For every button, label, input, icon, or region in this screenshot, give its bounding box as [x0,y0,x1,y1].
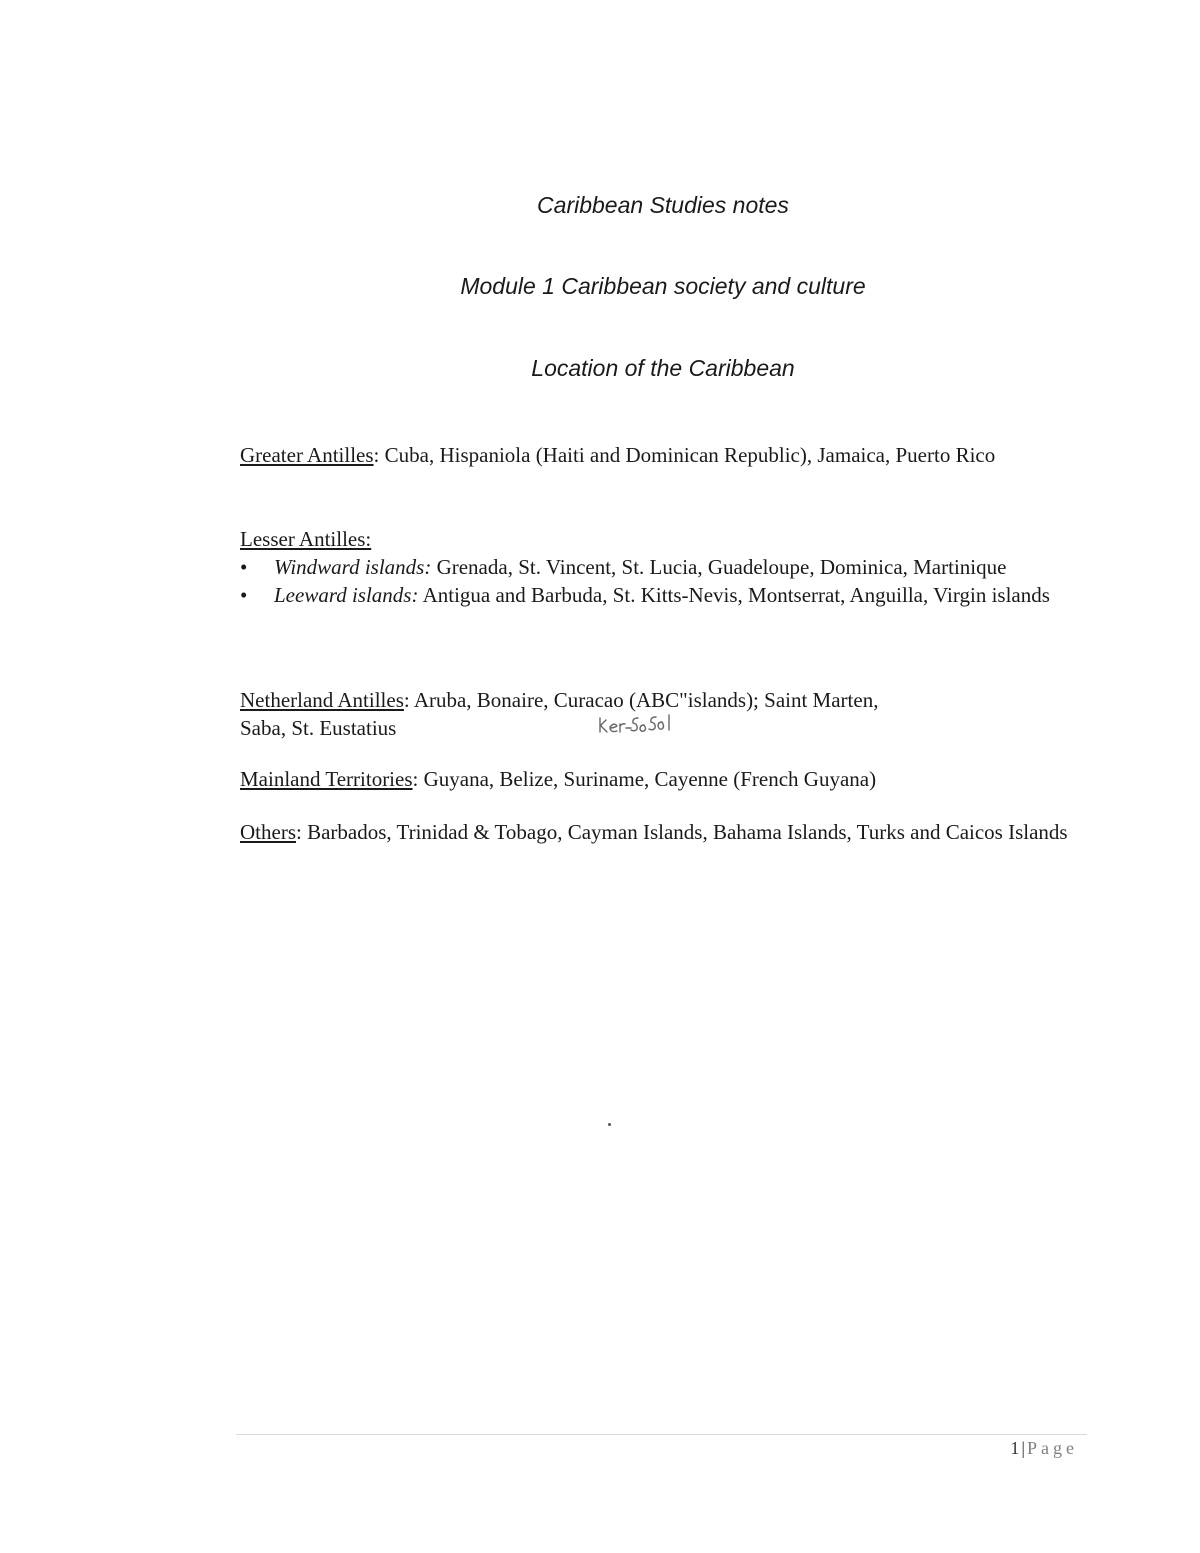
lesser-antilles-section [240,525,1090,609]
bullet-icon: • [240,555,248,579]
page-footer [1010,1438,1078,1459]
mainland-territories-text: : Guyana, Belize, Suriname, Cayenne (French Guyana) [412,767,877,791]
document-title: Caribbean Studies notes [537,192,789,218]
leeward-islands-label: Leeward islands: [274,583,419,607]
greater-antilles-section [240,441,1090,469]
page-label: Page [1027,1438,1078,1458]
windward-islands-text: Grenada, St. Vincent, St. Lucia, Guadeloupe, Dominica, Martinique [431,555,1007,579]
mainland-territories-section [240,765,1090,793]
footer-divider [236,1434,1087,1435]
others-label: Others [240,820,296,844]
leeward-islands-text: Antigua and Barbuda, St. Kitts-Nevis, Montserrat, Anguilla, Virgin islands [418,583,1050,607]
stray-mark [608,1123,611,1126]
topic-heading: Location of the Caribbean [531,355,795,381]
handwritten-note [598,712,688,738]
others-section [240,818,1090,846]
netherland-antilles-text-line2: Saba, St. Eustatius [240,716,397,740]
footer-separator: | [1021,1438,1025,1458]
greater-antilles-label: Greater Antilles [240,443,374,467]
lesser-antilles-label: Lesser Antilles: [240,527,372,551]
list-item [240,553,1090,581]
mainland-territories-label: Mainland Territories [240,767,413,791]
bullet-icon: • [240,583,248,607]
netherland-antilles-text-line1: : Aruba, Bonaire, Curacao (ABC"islands); Saint Marten, [403,688,879,712]
module-heading: Module 1 Caribbean society and culture [460,273,866,299]
netherland-antilles-label: Netherland Antilles [240,688,404,712]
others-text: : Barbados, Trinidad & Tobago, Cayman Islands, Bahama Islands, Turks and Caicos Islands [296,820,1068,844]
greater-antilles-text: : Cuba, Hispaniola (Haiti and Dominican Republic), Jamaica, Puerto Rico [373,443,996,467]
list-item [240,581,1090,609]
windward-islands-label: Windward islands: [274,555,432,579]
page-number: 1 [1010,1438,1020,1458]
